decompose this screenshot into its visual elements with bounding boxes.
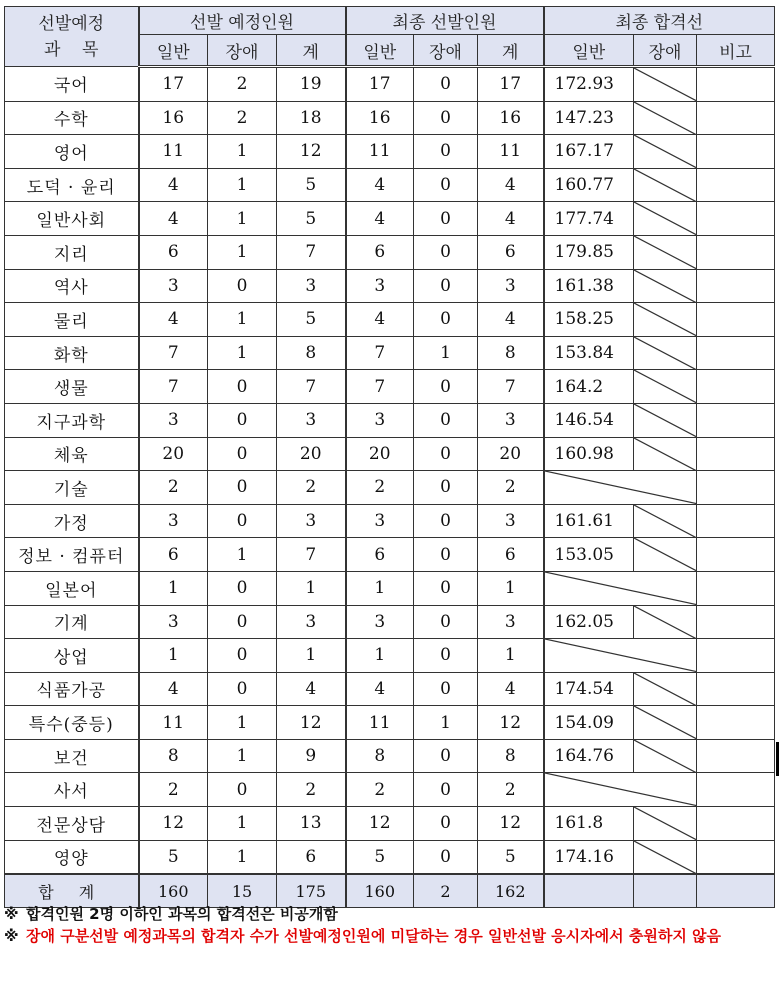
cutoff-note-cell [697,538,775,572]
planned-general-cell: 2 [139,773,208,807]
planned-general-cell: 3 [139,504,208,538]
planned-disabled-cell: 0 [208,773,277,807]
cutoff-general-cell: 172.93 [544,67,634,102]
final-general-header: 일반 [346,35,414,67]
planned-total-cell: 2 [277,471,346,505]
subject-cell: 지구과학 [5,403,139,437]
table-row [5,67,775,102]
subject-cell: 일본어 [5,571,139,605]
cutoff-disabled-slash-cell [634,840,697,874]
subject-cell: 체육 [5,437,139,471]
table-row [5,840,775,874]
final-disabled-cell: 0 [414,202,478,236]
final-total-cell: 8 [478,336,544,370]
final-total-cell: 11 [478,135,544,169]
final-disabled-cell: 0 [414,67,478,102]
planned-general-cell: 11 [139,706,208,740]
planned-disabled-cell: 0 [208,403,277,437]
subject-cell: 국어 [5,67,139,102]
final-general-cell: 8 [346,739,414,773]
total-final-total: 162 [478,874,544,908]
subject-cell: 사서 [5,773,139,807]
final-total-cell: 3 [478,269,544,303]
cutoff-general-cell: 158.25 [544,303,634,337]
planned-general-cell: 4 [139,672,208,706]
final-general-cell: 6 [346,235,414,269]
table-row [5,437,775,471]
cutoff-general-cell: 174.54 [544,672,634,706]
subject-cell: 정보 · 컴퓨터 [5,538,139,572]
results-table-container [4,6,774,908]
final-total-cell: 1 [478,639,544,673]
final-total-cell: 12 [478,706,544,740]
final-total-cell: 20 [478,437,544,471]
planned-total-cell: 6 [277,840,346,874]
cutoff-undisclosed-slash-cell [544,471,697,505]
planned-general-cell: 8 [139,739,208,773]
planned-disabled-cell: 0 [208,605,277,639]
final-general-cell: 2 [346,471,414,505]
subject-cell: 상업 [5,639,139,673]
final-total-cell: 6 [478,538,544,572]
planned-disabled-cell: 0 [208,471,277,505]
subject-cell: 기계 [5,605,139,639]
footnote-1 [4,903,779,925]
cutoff-general-cell: 161.8 [544,807,634,841]
subject-cell: 보건 [5,739,139,773]
table-row [5,303,775,337]
cutoff-disabled-slash-cell [634,235,697,269]
cutoff-note-cell [697,202,775,236]
table-row [5,739,775,773]
planned-general-cell: 16 [139,101,208,135]
final-general-cell: 17 [346,67,414,102]
planned-general-cell: 5 [139,840,208,874]
table-row [5,807,775,841]
planned-general-cell: 6 [139,538,208,572]
cutoff-general-header: 일반 [544,35,634,67]
table-row [5,235,775,269]
cutoff-note-cell [697,135,775,169]
table-row [5,471,775,505]
planned-total-cell: 18 [277,101,346,135]
final-disabled-cell: 0 [414,101,478,135]
total-planned-disabled: 15 [208,874,277,908]
final-disabled-cell: 1 [414,336,478,370]
final-general-cell: 2 [346,773,414,807]
final-total-cell: 2 [478,773,544,807]
cutoff-note-cell [697,639,775,673]
table-row [5,504,775,538]
cutoff-general-cell: 161.61 [544,504,634,538]
cutoff-disabled-slash-cell [634,437,697,471]
table-row [5,773,775,807]
cutoff-general-cell: 179.85 [544,235,634,269]
planned-total-cell: 9 [277,739,346,773]
subject-header-line1: 선발예정 [38,13,105,34]
final-general-cell: 7 [346,336,414,370]
cutoff-disabled-slash-cell [634,370,697,404]
final-general-cell: 7 [346,370,414,404]
total-label: 합 계 [5,874,139,908]
table-row [5,202,775,236]
total-planned-general: 160 [139,874,208,908]
planned-general-cell: 2 [139,471,208,505]
final-total-cell: 8 [478,739,544,773]
planned-total-cell: 7 [277,235,346,269]
table-row [5,101,775,135]
cutoff-disabled-slash-cell [634,67,697,102]
total-planned-total: 175 [277,874,346,908]
table-row [5,571,775,605]
final-general-cell: 11 [346,135,414,169]
cutoff-note-cell [697,437,775,471]
final-total-cell: 12 [478,807,544,841]
planned-disabled-cell: 0 [208,269,277,303]
final-general-cell: 3 [346,269,414,303]
planned-total-cell: 7 [277,370,346,404]
cutoff-disabled-header: 장애 [634,35,697,67]
final-total-cell: 4 [478,672,544,706]
subject-cell: 식품가공 [5,672,139,706]
planned-general-cell: 20 [139,437,208,471]
cutoff-note-cell [697,235,775,269]
planned-disabled-cell: 1 [208,538,277,572]
subject-cell: 수학 [5,101,139,135]
final-total-header: 계 [478,35,544,67]
planned-total-header: 계 [277,35,346,67]
cutoff-group-header: 최종 합격선 [544,7,775,35]
final-disabled-cell: 0 [414,504,478,538]
table-row [5,605,775,639]
cutoff-general-cell: 160.98 [544,437,634,471]
cutoff-note-cell [697,269,775,303]
planned-total-cell: 3 [277,605,346,639]
final-disabled-cell: 0 [414,235,478,269]
table-row [5,168,775,202]
cutoff-note-cell [697,101,775,135]
planned-disabled-cell: 1 [208,706,277,740]
final-total-cell: 3 [478,403,544,437]
final-disabled-cell: 0 [414,840,478,874]
reference-mark: ※ [4,905,19,923]
final-total-cell: 16 [478,101,544,135]
reference-mark: ※ [4,927,19,945]
final-general-cell: 12 [346,807,414,841]
final-general-cell: 4 [346,202,414,236]
table-row [5,269,775,303]
table-header [5,7,775,67]
cutoff-note-cell [697,706,775,740]
final-disabled-cell: 0 [414,403,478,437]
final-total-cell: 1 [478,571,544,605]
cutoff-note-cell [697,67,775,102]
cutoff-disabled-slash-cell [634,807,697,841]
planned-disabled-cell: 1 [208,235,277,269]
table-body [5,67,775,875]
cutoff-note-cell [697,773,775,807]
final-general-cell: 1 [346,571,414,605]
cutoff-disabled-slash-cell [634,706,697,740]
text-cursor-mark [776,742,779,776]
cutoff-general-cell: 147.23 [544,101,634,135]
planned-total-cell: 3 [277,403,346,437]
final-total-cell: 4 [478,303,544,337]
cutoff-disabled-slash-cell [634,504,697,538]
final-general-cell: 1 [346,639,414,673]
planned-disabled-cell: 2 [208,101,277,135]
planned-disabled-header: 장애 [208,35,277,67]
planned-total-cell: 20 [277,437,346,471]
results-table [4,6,775,908]
final-disabled-cell: 0 [414,269,478,303]
planned-total-cell: 3 [277,504,346,538]
cutoff-general-cell: 167.17 [544,135,634,169]
final-disabled-cell: 0 [414,739,478,773]
cutoff-general-cell: 153.05 [544,538,634,572]
planned-total-cell: 5 [277,202,346,236]
subject-cell: 특수(중등) [5,706,139,740]
planned-total-cell: 12 [277,706,346,740]
final-disabled-cell: 0 [414,168,478,202]
planned-total-cell: 5 [277,303,346,337]
cutoff-note-cell [697,840,775,874]
cutoff-disabled-slash-cell [634,605,697,639]
planned-disabled-cell: 2 [208,67,277,102]
planned-disabled-cell: 1 [208,336,277,370]
planned-total-cell: 1 [277,571,346,605]
planned-general-cell: 17 [139,67,208,102]
final-total-cell: 2 [478,471,544,505]
final-disabled-cell: 0 [414,807,478,841]
planned-disabled-cell: 1 [208,840,277,874]
cutoff-disabled-slash-cell [634,739,697,773]
cutoff-disabled-slash-cell [634,269,697,303]
final-general-cell: 16 [346,101,414,135]
cutoff-note-cell [697,168,775,202]
cutoff-general-cell: 177.74 [544,202,634,236]
final-disabled-cell: 0 [414,672,478,706]
cutoff-note-cell [697,504,775,538]
final-disabled-cell: 0 [414,538,478,572]
planned-disabled-cell: 1 [208,807,277,841]
planned-disabled-cell: 1 [208,303,277,337]
table-row [5,370,775,404]
planned-general-cell: 4 [139,202,208,236]
planned-general-cell: 4 [139,303,208,337]
planned-general-cell: 12 [139,807,208,841]
cutoff-undisclosed-slash-cell [544,773,697,807]
planned-total-cell: 5 [277,168,346,202]
subject-cell: 영어 [5,135,139,169]
planned-total-cell: 3 [277,269,346,303]
final-disabled-cell: 0 [414,773,478,807]
planned-disabled-cell: 0 [208,437,277,471]
final-disabled-cell: 0 [414,135,478,169]
cutoff-general-cell: 162.05 [544,605,634,639]
cutoff-disabled-slash-cell [634,202,697,236]
planned-total-cell: 8 [277,336,346,370]
cutoff-note-cell [697,471,775,505]
planned-total-cell: 7 [277,538,346,572]
table-row [5,538,775,572]
total-final-disabled: 2 [414,874,478,908]
final-general-cell: 3 [346,605,414,639]
planned-disabled-cell: 1 [208,135,277,169]
final-general-cell: 4 [346,672,414,706]
footnote-1-text: 합격인원 2명 이하인 과목의 합격선은 비공개함 [26,905,338,923]
planned-total-cell: 1 [277,639,346,673]
final-disabled-cell: 0 [414,471,478,505]
planned-general-cell: 1 [139,571,208,605]
subject-cell: 일반사회 [5,202,139,236]
subject-cell: 가정 [5,504,139,538]
final-total-cell: 3 [478,605,544,639]
cutoff-general-cell: 164.76 [544,739,634,773]
planned-general-cell: 1 [139,639,208,673]
subject-cell: 도덕 · 윤리 [5,168,139,202]
cutoff-general-cell: 154.09 [544,706,634,740]
final-disabled-cell: 0 [414,370,478,404]
final-total-cell: 4 [478,168,544,202]
final-general-cell: 11 [346,706,414,740]
cutoff-disabled-slash-cell [634,403,697,437]
planned-general-cell: 7 [139,370,208,404]
cutoff-general-cell: 146.54 [544,403,634,437]
cutoff-note-cell [697,303,775,337]
final-total-cell: 3 [478,504,544,538]
final-total-cell: 4 [478,202,544,236]
cutoff-note-cell [697,807,775,841]
final-total-cell: 6 [478,235,544,269]
final-general-cell: 6 [346,538,414,572]
cutoff-disabled-slash-cell [634,101,697,135]
subject-cell: 물리 [5,303,139,337]
subject-cell: 영양 [5,840,139,874]
cutoff-note-cell [697,571,775,605]
planned-disabled-cell: 0 [208,571,277,605]
planned-disabled-cell: 0 [208,672,277,706]
subject-cell: 전문상담 [5,807,139,841]
cutoff-note-cell [697,403,775,437]
cutoff-general-cell: 174.16 [544,840,634,874]
final-disabled-cell: 0 [414,437,478,471]
planned-disabled-cell: 0 [208,504,277,538]
subject-cell: 기술 [5,471,139,505]
subject-cell: 생물 [5,370,139,404]
cutoff-disabled-slash-cell [634,538,697,572]
cutoff-general-cell: 164.2 [544,370,634,404]
table-row [5,706,775,740]
final-general-cell: 5 [346,840,414,874]
planned-general-cell: 4 [139,168,208,202]
subject-header [5,7,139,67]
planned-general-cell: 3 [139,605,208,639]
final-general-cell: 3 [346,504,414,538]
final-total-cell: 7 [478,370,544,404]
planned-disabled-cell: 0 [208,639,277,673]
final-disabled-cell: 0 [414,605,478,639]
cutoff-disabled-slash-cell [634,672,697,706]
subject-cell: 화학 [5,336,139,370]
final-general-cell: 20 [346,437,414,471]
subject-header-line2: 과 목 [44,39,99,60]
table-row [5,672,775,706]
cutoff-general-cell: 153.84 [544,336,634,370]
final-group-header: 최종 선발인원 [346,7,544,35]
final-disabled-cell: 0 [414,303,478,337]
final-disabled-header: 장애 [414,35,478,67]
footnote-2-text: 장애 구분선발 예정과목의 합격자 수가 선발예정인원에 미달하는 경우 일반선발 응시자에서 충원하지 않음 [26,927,722,945]
final-total-cell: 17 [478,67,544,102]
subject-cell: 지리 [5,235,139,269]
cutoff-undisclosed-slash-cell [544,639,697,673]
planned-total-cell: 4 [277,672,346,706]
planned-group-header: 선발 예정인원 [139,7,346,35]
cutoff-general-cell: 161.38 [544,269,634,303]
planned-general-header: 일반 [139,35,208,67]
cutoff-disabled-slash-cell [634,336,697,370]
planned-general-cell: 7 [139,336,208,370]
table-row [5,336,775,370]
cutoff-note-header: 비고 [697,35,775,67]
cutoff-general-cell: 160.77 [544,168,634,202]
cutoff-note-cell [697,336,775,370]
table-row [5,135,775,169]
planned-disabled-cell: 1 [208,739,277,773]
final-disabled-cell: 0 [414,639,478,673]
cutoff-note-cell [697,672,775,706]
final-general-cell: 4 [346,303,414,337]
planned-general-cell: 3 [139,269,208,303]
planned-disabled-cell: 1 [208,168,277,202]
final-disabled-cell: 1 [414,706,478,740]
cutoff-disabled-slash-cell [634,303,697,337]
footnote-2 [4,925,779,947]
planned-disabled-cell: 0 [208,370,277,404]
total-final-general: 160 [346,874,414,908]
planned-general-cell: 11 [139,135,208,169]
cutoff-disabled-slash-cell [634,135,697,169]
table-row [5,403,775,437]
final-general-cell: 4 [346,168,414,202]
planned-total-cell: 13 [277,807,346,841]
footnotes [4,903,779,947]
table-row [5,639,775,673]
planned-total-cell: 2 [277,773,346,807]
cutoff-disabled-slash-cell [634,168,697,202]
final-disabled-cell: 0 [414,571,478,605]
cutoff-note-cell [697,605,775,639]
final-general-cell: 3 [346,403,414,437]
cutoff-undisclosed-slash-cell [544,571,697,605]
planned-general-cell: 3 [139,403,208,437]
final-total-cell: 5 [478,840,544,874]
planned-total-cell: 12 [277,135,346,169]
planned-total-cell: 19 [277,67,346,102]
cutoff-note-cell [697,370,775,404]
planned-general-cell: 6 [139,235,208,269]
subject-cell: 역사 [5,269,139,303]
cutoff-note-cell [697,739,775,773]
planned-disabled-cell: 1 [208,202,277,236]
